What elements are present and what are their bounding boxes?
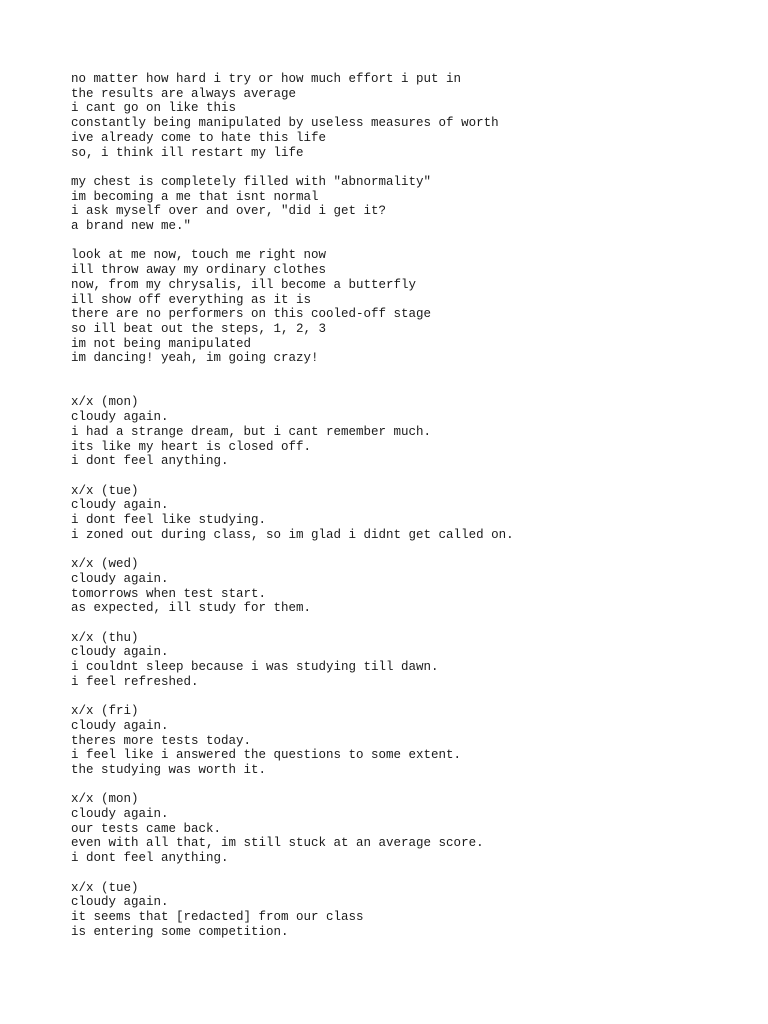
lyric-line: now, from my chrysalis, ill become a butterfly [71,277,417,292]
entry-line: the studying was worth it. [71,762,267,777]
blank-line [71,778,751,793]
diary-entry-1 [71,395,751,469]
lyric-line: ive already come to hate this life [71,130,327,145]
diary-entry-2 [71,484,751,543]
diary-entry-6 [71,792,751,866]
entry-line: cloudy again. [71,895,169,910]
entry-line: cloudy again. [71,410,169,425]
entry-line: i zoned out during class, so im glad i didnt get called on. [71,527,514,542]
entry-line: as expected, ill study for them. [71,601,312,616]
entry-line: tomorrows when test start. [71,586,267,601]
entry-date: x/x (mon) [71,792,139,807]
entry-line: i feel refreshed. [71,674,199,689]
entry-date: x/x (fri) [71,704,139,719]
entry-line: our tests came back. [71,821,222,836]
blank-line [71,616,751,631]
lyric-line: ill show off everything as it is [71,292,312,307]
entry-line: i dont feel anything. [71,454,229,469]
lyrics-stanza-2 [71,175,751,234]
lyric-line: my chest is completely filled with "abnormality" [71,174,432,189]
entry-date: x/x (tue) [71,880,139,895]
lyric-line: look at me now, touch me right now [71,248,327,263]
entry-line: cloudy again. [71,807,169,822]
lyric-line: i ask myself over and over, "did i get it? [71,204,387,219]
entry-date: x/x (wed) [71,557,139,572]
entry-line: cloudy again. [71,718,169,733]
lyric-line: so ill beat out the steps, 1, 2, 3 [71,321,327,336]
lyric-line: no matter how hard i try or how much effort i put in [71,72,462,86]
diary-entry-5 [71,704,751,778]
lyric-line: i cant go on like this [71,101,237,116]
entry-line: is entering some competition. [71,924,289,939]
entry-line: theres more tests today. [71,733,252,748]
entry-date: x/x (mon) [71,395,139,410]
entry-line: it seems that [redacted] from our class [71,909,364,924]
blank-line [71,234,751,249]
entry-line: cloudy again. [71,498,169,513]
lyrics-stanza-3 [71,248,751,366]
blank-line [71,469,751,484]
lyric-line: ill throw away my ordinary clothes [71,263,327,278]
blank-line [71,689,751,704]
lyric-line: so, i think ill restart my life [71,145,304,160]
blank-lines [71,366,751,395]
diary-entry-4 [71,631,751,690]
diary-entry-7 [71,881,751,940]
lyric-line: im becoming a me that isnt normal [71,189,319,204]
diary-entry-3 [71,557,751,616]
lyric-line: constantly being manipulated by useless measures of worth [71,116,499,131]
lyric-line: the results are always average [71,86,297,101]
blank-line [71,542,751,557]
blank-line [71,160,751,175]
entry-line: its like my heart is closed off. [71,439,312,454]
document-page [71,72,751,939]
entry-line: i feel like i answered the questions to some extent. [71,748,462,763]
lyric-line: im not being manipulated [71,336,252,351]
entry-line: cloudy again. [71,645,169,660]
blank-line [71,866,751,881]
lyric-line: im dancing! yeah, im going crazy! [71,351,319,366]
entry-line: even with all that, im still stuck at an average score. [71,836,484,851]
lyric-line: a brand new me." [71,219,192,234]
entry-line: i couldnt sleep because i was studying till dawn. [71,660,439,675]
entry-line: i dont feel like studying. [71,513,267,528]
entry-line: i had a strange dream, but i cant remember much. [71,424,432,439]
entry-line: cloudy again. [71,571,169,586]
lyrics-stanza-1 [71,72,751,160]
entry-line: i dont feel anything. [71,851,229,866]
entry-date: x/x (thu) [71,630,139,645]
entry-date: x/x (tue) [71,483,139,498]
lyric-line: there are no performers on this cooled-off stage [71,307,432,322]
